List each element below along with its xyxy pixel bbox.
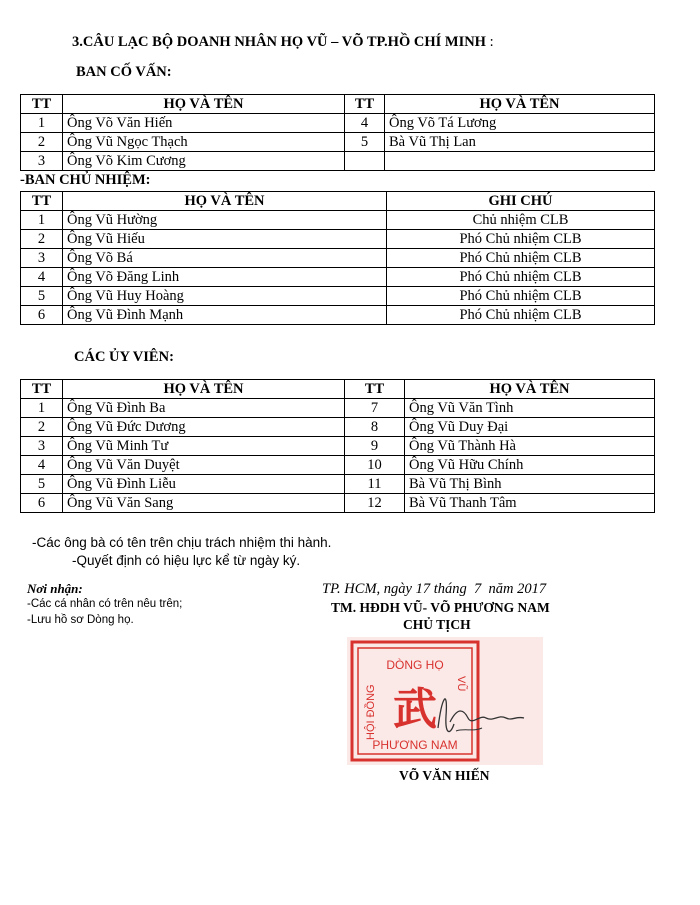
table-cell: 2: [21, 230, 63, 249]
table-cell: 3: [21, 249, 63, 268]
recipient-item: -Lưu hồ sơ Dòng họ.: [27, 614, 134, 626]
seal-stamp: [346, 636, 544, 766]
table-cell: 1: [21, 399, 63, 418]
table-cell: [385, 152, 655, 171]
table-header-row: [21, 95, 655, 114]
table-cell: 8: [345, 418, 405, 437]
table-cell: Bà Vũ Thị Bình: [405, 475, 655, 494]
table-cell: Phó Chủ nhiệm CLB: [387, 287, 655, 306]
table-cell: Ông Vũ Ngọc Thạch: [63, 133, 345, 152]
note-line-1: -Các ông bà có tên trên chịu trách nhiệm thi hành.: [32, 535, 332, 550]
table-cell: Ông Vũ Văn Duyệt: [63, 456, 345, 475]
seal-right-text: VŨ: [455, 676, 467, 692]
table-cell: Ông Vũ Đức Dương: [63, 418, 345, 437]
seal-bottom-text: PHƯƠNG NAM: [372, 738, 458, 752]
table-row: [21, 437, 655, 456]
table-cell: Chủ nhiệm CLB: [387, 211, 655, 230]
table-cell: 6: [21, 494, 63, 513]
table-cell: 5: [21, 287, 63, 306]
table-row: [21, 114, 655, 133]
table-cell: Ông Vũ Văn Tình: [405, 399, 655, 418]
table-row: [21, 287, 655, 306]
table-row: [21, 133, 655, 152]
table-cell: 9: [345, 437, 405, 456]
table-cell: 6: [21, 306, 63, 325]
table-cell: Phó Chủ nhiệm CLB: [387, 268, 655, 287]
advisory-table: [20, 94, 655, 171]
table-cell: Ông Vũ Hữu Chính: [405, 456, 655, 475]
members-label: CÁC ỦY VIÊN:: [74, 349, 174, 365]
table-row: [21, 230, 655, 249]
board-label: -BAN CHỦ NHIỆM:: [20, 172, 151, 188]
heading-title: 3.CÂU LẠC BỘ DOANH NHÂN HỌ VŨ – VÕ TP.HỒ CHÍ MINH: [72, 34, 486, 50]
table-row: [21, 211, 655, 230]
table-row: [21, 152, 655, 171]
table-row: [21, 399, 655, 418]
table-cell: Ông Võ Bá: [63, 249, 387, 268]
header-cell: HỌ VÀ TÊN: [63, 192, 387, 211]
header-cell: TT: [345, 380, 405, 399]
table-row: [21, 268, 655, 287]
table-cell: Ông Vũ Duy Đại: [405, 418, 655, 437]
table-cell: 12: [345, 494, 405, 513]
table-cell: Ông Võ Đăng Linh: [63, 268, 387, 287]
members-table: [20, 379, 655, 513]
document-heading: [72, 34, 494, 51]
table-cell: Ông Vũ Hiếu: [63, 230, 387, 249]
note-line-2: -Quyết định có hiệu lực kể từ ngày ký.: [72, 553, 301, 568]
table-cell: 4: [345, 114, 385, 133]
table-cell: Ông Võ Văn Hiến: [63, 114, 345, 133]
header-cell: GHI CHÚ: [387, 192, 655, 211]
table-cell: 2: [21, 133, 63, 152]
table-cell: 4: [21, 456, 63, 475]
signature-role: CHỦ TỊCH: [403, 617, 471, 632]
header-cell: HỌ VÀ TÊN: [63, 380, 345, 399]
table-header-row: [21, 192, 655, 211]
signer-name: VÕ VĂN HIẾN: [399, 768, 490, 783]
table-cell: 3: [21, 437, 63, 456]
seal-character: 武: [393, 684, 437, 735]
recipient-item: -Các cá nhân có trên nêu trên;: [27, 598, 183, 610]
header-cell: HỌ VÀ TÊN: [405, 380, 655, 399]
table-cell: 5: [21, 475, 63, 494]
header-cell: TT: [21, 192, 63, 211]
table-cell: Ông Vũ Thành Hà: [405, 437, 655, 456]
table-row: [21, 475, 655, 494]
table-cell: [345, 152, 385, 171]
table-row: [21, 249, 655, 268]
table-cell: 1: [21, 211, 63, 230]
signature-date: TP. HCM, ngày 17 tháng 7 năm 2017: [322, 581, 547, 597]
table-cell: Phó Chủ nhiệm CLB: [387, 230, 655, 249]
header-cell: HỌ VÀ TÊN: [63, 95, 345, 114]
table-cell: Bà Vũ Thanh Tâm: [405, 494, 655, 513]
table-cell: Ông Vũ Đình Liễu: [63, 475, 345, 494]
table-row: [21, 494, 655, 513]
seal-left-text: HỘI ĐỒNG: [365, 684, 377, 740]
table-cell: Bà Vũ Thị Lan: [385, 133, 655, 152]
table-cell: Ông Vũ Huy Hoàng: [63, 287, 387, 306]
table-cell: 4: [21, 268, 63, 287]
table-cell: Phó Chủ nhiệm CLB: [387, 306, 655, 325]
table-cell: 1: [21, 114, 63, 133]
table-cell: Ông Vũ Hường: [63, 211, 387, 230]
table-cell: 3: [21, 152, 63, 171]
table-row: [21, 456, 655, 475]
table-cell: Ông Vũ Văn Sang: [63, 494, 345, 513]
signature-org: TM. HĐDH VŨ- VÕ PHƯƠNG NAM: [331, 600, 550, 615]
board-table: [20, 191, 655, 325]
table-cell: Ông Võ Kim Cương: [63, 152, 345, 171]
table-cell: Ông Võ Tá Lương: [385, 114, 655, 133]
table-row: [21, 306, 655, 325]
table-cell: 10: [345, 456, 405, 475]
table-cell: Ông Vũ Đình Mạnh: [63, 306, 387, 325]
table-cell: 7: [345, 399, 405, 418]
header-cell: TT: [345, 95, 385, 114]
advisory-label: BAN CỐ VẤN:: [76, 64, 172, 80]
header-cell: TT: [21, 95, 63, 114]
table-header-row: [21, 380, 655, 399]
table-cell: 2: [21, 418, 63, 437]
recipients-label: Nơi nhận:: [27, 581, 83, 596]
table-row: [21, 418, 655, 437]
table-cell: Ông Vũ Đình Ba: [63, 399, 345, 418]
heading-suffix: :: [485, 34, 494, 50]
header-cell: TT: [21, 380, 63, 399]
table-cell: Phó Chủ nhiệm CLB: [387, 249, 655, 268]
table-cell: 5: [345, 133, 385, 152]
table-cell: Ông Vũ Minh Tư: [63, 437, 345, 456]
seal-top-text: DÒNG HỌ: [386, 658, 444, 672]
header-cell: HỌ VÀ TÊN: [385, 95, 655, 114]
table-cell: 11: [345, 475, 405, 494]
